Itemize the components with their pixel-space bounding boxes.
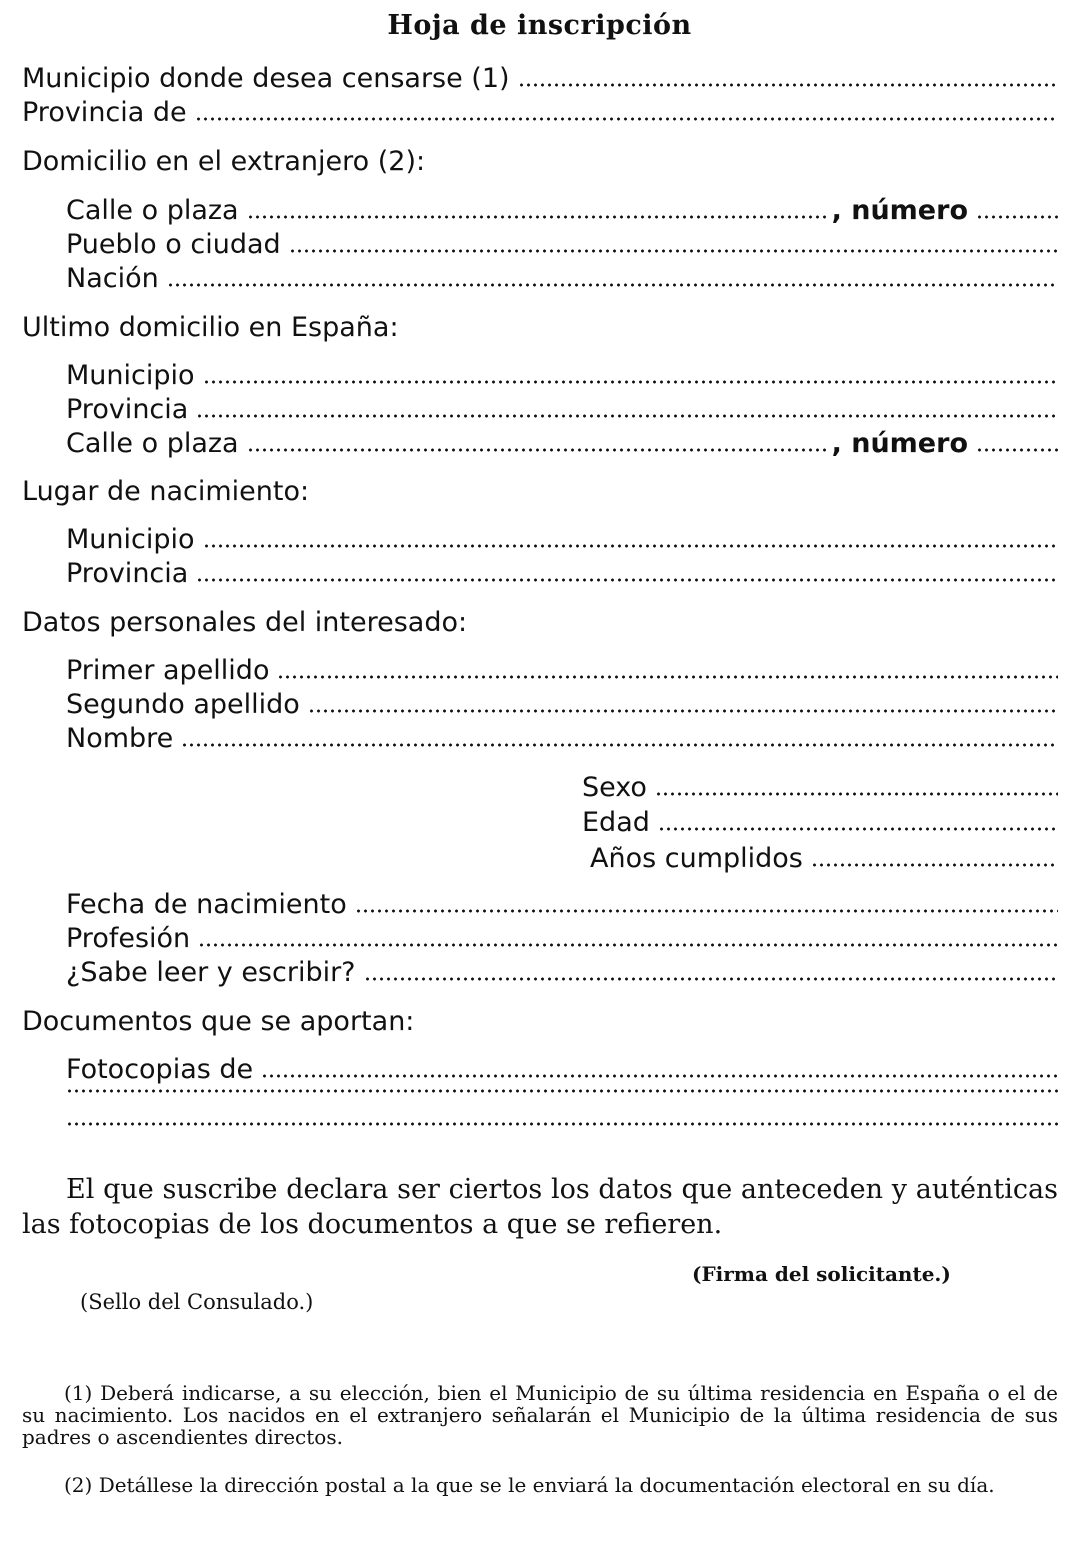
declaration-text: El que suscribe declara ser ciertos los datos que anteceden y auténticas las fotocopias de los documentos a que se refieren. (22, 1174, 1058, 1240)
footnote-1: (1) Deberá indicarse, a su elección, bien el Municipio de su última residencia en España o el de su nacimiento. Los nacidos en el extranjero señalarán el Municipio de la última residencia de sus padres o ascendientes directos. (22, 1381, 1058, 1449)
signature-label: (Firma del solicitante.) (692, 1262, 951, 1286)
field-nacion: Nación (66, 262, 1058, 296)
footnote-2: (2) Detállese la dirección postal a la que se le enviará la documentación electoral en su día. (64, 1473, 995, 1497)
field-sexo: Sexo (582, 771, 1058, 805)
field-municipio-espana: Municipio (66, 359, 1058, 393)
field-sabe-leer: ¿Sabe leer y escribir? (66, 956, 1058, 990)
field-municipio-censo: Municipio donde desea censarse (1) (22, 62, 1058, 96)
heading-domicilio-extranjero: Domicilio en el extranjero (2): (22, 146, 426, 177)
field-calle-extranjero: Calle o plaza , número (66, 194, 1058, 228)
form-title: Hoja de inscripción (387, 10, 692, 41)
heading-ultimo-domicilio: Ultimo domicilio en España: (22, 312, 399, 343)
field-fotocopias-line-3 (66, 1122, 1058, 1156)
field-primer-apellido: Primer apellido (66, 654, 1058, 688)
field-calle-espana: Calle o plaza , número (66, 427, 1058, 461)
seal-label: (Sello del Consulado.) (80, 1290, 314, 1314)
field-segundo-apellido: Segundo apellido (66, 688, 1058, 722)
field-fecha-nacimiento: Fecha de nacimiento (66, 888, 1058, 922)
field-provincia-espana: Provincia (66, 393, 1058, 427)
field-anos-cumplidos: Años cumplidos (590, 842, 1058, 876)
field-nombre: Nombre (66, 722, 1058, 756)
field-fotocopias-line-2 (66, 1089, 1058, 1123)
field-edad: Edad (582, 806, 1058, 840)
heading-lugar-nacimiento: Lugar de nacimiento: (22, 476, 310, 507)
field-provincia: Provincia de (22, 96, 1058, 130)
field-municipio-nacimiento: Municipio (66, 523, 1058, 557)
field-pueblo-ciudad: Pueblo o ciudad (66, 228, 1058, 262)
heading-datos-personales: Datos personales del interesado: (22, 607, 468, 638)
heading-documentos: Documentos que se aportan: (22, 1006, 415, 1037)
field-provincia-nacimiento: Provincia (66, 557, 1058, 591)
field-fotocopias: Fotocopias de (66, 1053, 1058, 1087)
field-profesion: Profesión (66, 922, 1058, 956)
